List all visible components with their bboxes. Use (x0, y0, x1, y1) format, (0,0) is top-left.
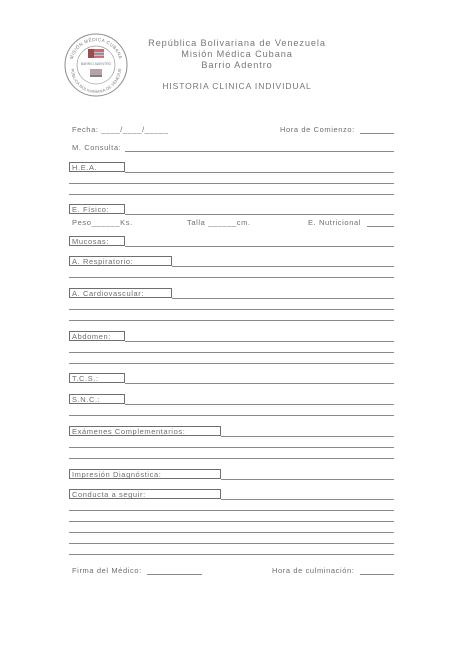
firma-label: Firma del Médico: (72, 566, 142, 575)
hora-culminacion-label: Hora de culminación: (272, 566, 355, 575)
snc-line-1[interactable] (125, 404, 394, 405)
conducta-line-4[interactable] (69, 532, 394, 533)
header-country: República Bolivariana de Venezuela (148, 38, 326, 48)
nutricional-line[interactable] (367, 226, 394, 227)
abdomen-line-1[interactable] (125, 341, 394, 342)
impresion-box: Impresión Diagnóstica: (69, 469, 221, 479)
respiratorio-box: A. Respiratorio: (69, 256, 172, 266)
page-title: HISTORIA CLINICA INDIVIDUAL (162, 81, 312, 91)
firma-line[interactable] (147, 574, 202, 575)
hea-line-2[interactable] (69, 183, 394, 184)
mucosas-box: Mucosas: (69, 236, 125, 246)
hora-comienzo-label: Hora de Comienzo: (280, 125, 355, 134)
examenes-line-3[interactable] (69, 458, 394, 459)
examenes-box: Exámenes Complementarios: (69, 426, 221, 436)
abdomen-line-2[interactable] (69, 352, 394, 353)
header-mission: Misión Médica Cubana (181, 49, 293, 59)
conducta-line-3[interactable] (69, 521, 394, 522)
talla-label: Talla ______cm. (187, 218, 251, 227)
conducta-box: Conducta a seguir: (69, 489, 221, 499)
seal-ring-top-text: MISIÓN MÉDICA CUBANA (68, 36, 124, 60)
mucosas-line[interactable] (125, 246, 394, 247)
header-program: Barrio Adentro (201, 60, 273, 70)
hea-line-3[interactable] (69, 194, 394, 195)
abdomen-line-3[interactable] (69, 363, 394, 364)
conducta-line-6[interactable] (69, 554, 394, 555)
peso-label: Peso______Ks. (72, 218, 133, 227)
snc-box: S.N.C.: (69, 394, 125, 404)
cardiovascular-line-1[interactable] (172, 298, 394, 299)
respiratorio-line-1[interactable] (172, 266, 394, 267)
hea-line-1[interactable] (125, 172, 394, 173)
tcs-box: T.C.S.: (69, 373, 125, 383)
examenes-line-2[interactable] (69, 447, 394, 448)
seal-center-text: BARRIO ADENTRO (80, 62, 112, 66)
hora-culminacion-line[interactable] (360, 574, 394, 575)
fisico-line[interactable] (125, 214, 394, 215)
snc-line-2[interactable] (69, 415, 394, 416)
cardiovascular-line-2[interactable] (69, 309, 394, 310)
seal-logo (63, 32, 129, 98)
consulta-line[interactable] (125, 151, 394, 152)
consulta-label: M. Consulta: (72, 143, 122, 152)
flag-icon (88, 49, 104, 58)
tcs-line[interactable] (125, 383, 394, 384)
conducta-line-1[interactable] (221, 499, 394, 500)
impresion-line[interactable] (221, 479, 394, 480)
nutricional-label: E. Nutricional (308, 218, 362, 227)
abdomen-box: Abdomen: (69, 331, 125, 341)
fisico-box: E. Físico: (69, 204, 125, 214)
hea-box: H.E.A. (69, 162, 125, 172)
cardiovascular-box: A. Cardiovascular: (69, 288, 172, 298)
respiratorio-line-2[interactable] (69, 277, 394, 278)
hora-comienzo-line[interactable] (360, 133, 394, 134)
conducta-line-2[interactable] (69, 510, 394, 511)
examenes-line-1[interactable] (221, 436, 394, 437)
fecha-label: Fecha: ____/____/_____ (72, 125, 169, 134)
conducta-line-5[interactable] (69, 543, 394, 544)
cardiovascular-line-3[interactable] (69, 320, 394, 321)
seal-ring-bottom-text: PÚBLICA BOLIVARIANA DE VENEZUE (69, 67, 123, 95)
